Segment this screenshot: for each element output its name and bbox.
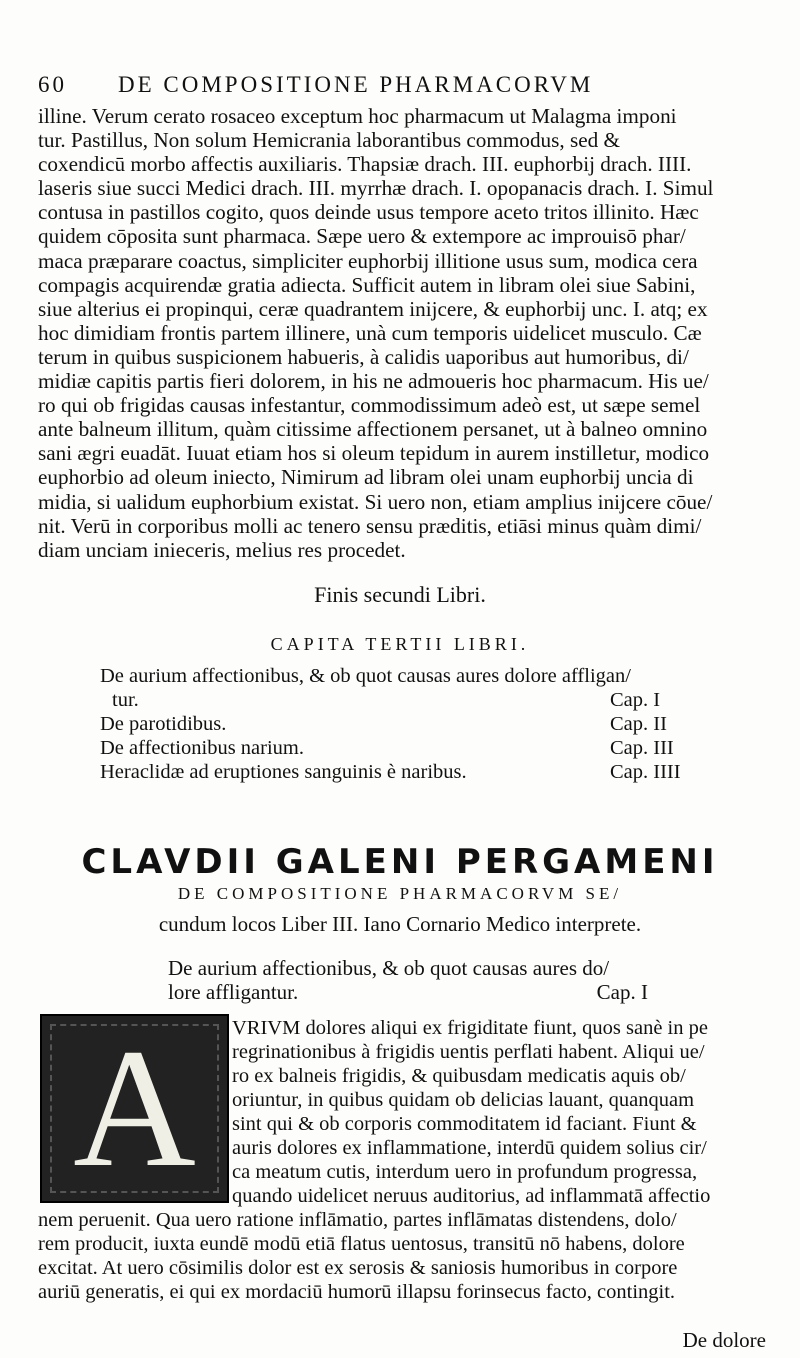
- text-line: hoc dimidiam frontis partem illinere, unà cum temporis uidelicet musculo. Cæ: [38, 320, 702, 345]
- text-line: regrinationibus à frigidis uentis perflati habent. Aliqui ue/: [232, 1041, 705, 1063]
- text-line: auris dolores ex inflammatione, interdū quidem solius cir/: [232, 1137, 707, 1159]
- text-line: terum in quibus suspicionem habueris, à calidis uaporibus aut humoribus, di/: [38, 344, 689, 369]
- toc-row: [100, 736, 770, 760]
- toc-cap: Cap. I: [610, 689, 661, 711]
- text-line: oriuntur, in quibus quidam ob delicias lauant, quanquam: [232, 1089, 695, 1111]
- text-line: contusa in pastillos cogito, quos deinde usus tempore aceto tritos illinito. Hæc: [38, 200, 699, 225]
- text-line: illine. Verum cerato rosaceo exceptum hoc pharmacum ut Malagma imponi: [38, 104, 677, 128]
- text-line: ante balneum illitum, quàm citissime affectionem persanet, ut à balneo omnino: [38, 417, 708, 442]
- toc-entry: De affectionibus narium.: [100, 737, 304, 759]
- text-line: ca meatum cutis, interdum uero in profundum progressa,: [232, 1161, 698, 1183]
- decorated-initial: [40, 1014, 229, 1203]
- toc-cap: Cap. IIII: [610, 761, 681, 783]
- toc-cap: Cap. II: [610, 713, 667, 735]
- toc-row: [100, 760, 770, 784]
- text-line: quidem cōposita sunt pharmaca. Sæpe uero & extempore ac improuisō phar/: [38, 224, 686, 249]
- text-line: ro qui ob frigidas causas infestantur, commodissimum adeò est, ut sæpe semel: [38, 393, 701, 418]
- text-line: sint qui & ob corporis commoditatem id faciant. Fiunt &: [232, 1113, 697, 1135]
- chapter-text: [38, 1208, 778, 1304]
- capita-title: CAPITA TERTII LIBRI.: [270, 634, 530, 654]
- toc-entry: tur.: [112, 689, 139, 711]
- chapter-cap: Cap. I: [596, 980, 648, 1004]
- book-subtitle: DE COMPOSITIONE PHARMACORVM SE/: [177, 884, 623, 903]
- text-line: maca præparare coactus, simpliciter euphorbij illitione usus sum, modica cera: [38, 248, 698, 273]
- text-line: euphorbio ad oleum iniecto, Nimirum ad libram olei unam euphorbij uncia di: [38, 465, 694, 490]
- finis-line: Finis secundi Libri.: [314, 582, 486, 607]
- chapter-heading-line: De aurium affectionibus, & ob quot causas aures do/: [168, 956, 610, 980]
- text-line: tur. Pastillus, Non solum Hemicrania laborantibus commodus, sed &: [38, 128, 621, 153]
- book-subtitle-continued: cundum locos Liber III. Iano Cornario Medico interprete.: [158, 912, 642, 936]
- text-line: midiæ capitis partis fieri dolorem, in his ne admoueris hoc pharmacum. His ue/: [38, 369, 709, 394]
- running-header: [38, 72, 758, 100]
- text-line: siue alterius ei propinqui, ceræ quadrantem inijcere, & euphorbij unc. I. atq; ex: [38, 296, 708, 321]
- toc-row: [100, 688, 770, 712]
- text-line: midia, si ualidum euphorbium existat. Si uero non, etiam amplius inijcere cōue/: [38, 489, 713, 514]
- chapter-heading: [168, 956, 648, 1004]
- text-line: nem peruenit. Qua uero ratione inflāmatio, partes inflāmatas distendens, dolo/: [38, 1209, 677, 1231]
- table-of-contents: [100, 664, 770, 784]
- toc-cap: Cap. III: [610, 737, 674, 759]
- text-line: sani ægri euadāt. Iuuat etiam hos si oleum tepidum in aurem instilletur, modico: [38, 441, 710, 466]
- text-line: coxendicū morbo affectis auxiliaris. Thapsiæ drach. III. euphorbij drach. IIII.: [38, 152, 692, 177]
- text-line: excitat. At uero cōsimilis dolor est ex serosis & saniosis humoribus in corpore: [38, 1257, 678, 1279]
- body-text: [38, 104, 778, 562]
- chapter-text-beside-initial: [232, 1016, 772, 1208]
- toc-row: [100, 664, 770, 688]
- toc-cap: [631, 664, 770, 688]
- header-title: DE COMPOSITIONE PHARMACORVM: [118, 72, 594, 97]
- toc-entry: De parotidibus.: [100, 713, 227, 735]
- toc-entry: De aurium affectionibus, & ob quot causas aures dolore affligan/: [100, 665, 631, 687]
- text-line: laseris siue succi Medici drach. III. myrrhæ drach. I. opopanacis drach. I. Simul: [38, 176, 714, 201]
- text-line: compagis acquirendæ gratia adiecta. Sufficit autem in libram olei siue Sabini,: [38, 272, 696, 297]
- text-line: rem producit, iuxta eundē modū etiā flatus uentosus, transitū nō habens, dolore: [38, 1233, 685, 1255]
- catchword: De dolore: [682, 1328, 766, 1352]
- text-line: diam unciam inieceris, melius res procedet.: [38, 537, 406, 562]
- toc-entry: Heraclidæ ad eruptiones sanguinis è naribus.: [100, 761, 467, 783]
- book-title: CLAVDII GALENI PERGAMENI: [81, 842, 719, 882]
- text-line: quando uidelicet neruus auditorius, ad inflammatā affectio: [232, 1185, 711, 1207]
- toc-row: [100, 712, 770, 736]
- text-line: auriū generatis, ei qui ex mordaciū humorū illapsu forinsecus facto, contingit.: [38, 1281, 676, 1303]
- text-line: ro ex balneis frigidis, & quibusdam medicatis aquis ob/: [232, 1065, 686, 1087]
- text-line: VRIVM dolores aliqui ex frigiditate fiunt, quos sanè in pe: [232, 1017, 708, 1039]
- text-line: nit. Verū in corporibus molli ac tenero sensu præditis, etiāsi minus quàm dimi/: [38, 513, 702, 538]
- chapter-heading-line-2: [168, 980, 648, 1004]
- initial-letter: A: [73, 1014, 196, 1202]
- chapter-heading-line: lore affligantur.: [168, 980, 299, 1004]
- page-number: 60: [38, 72, 67, 97]
